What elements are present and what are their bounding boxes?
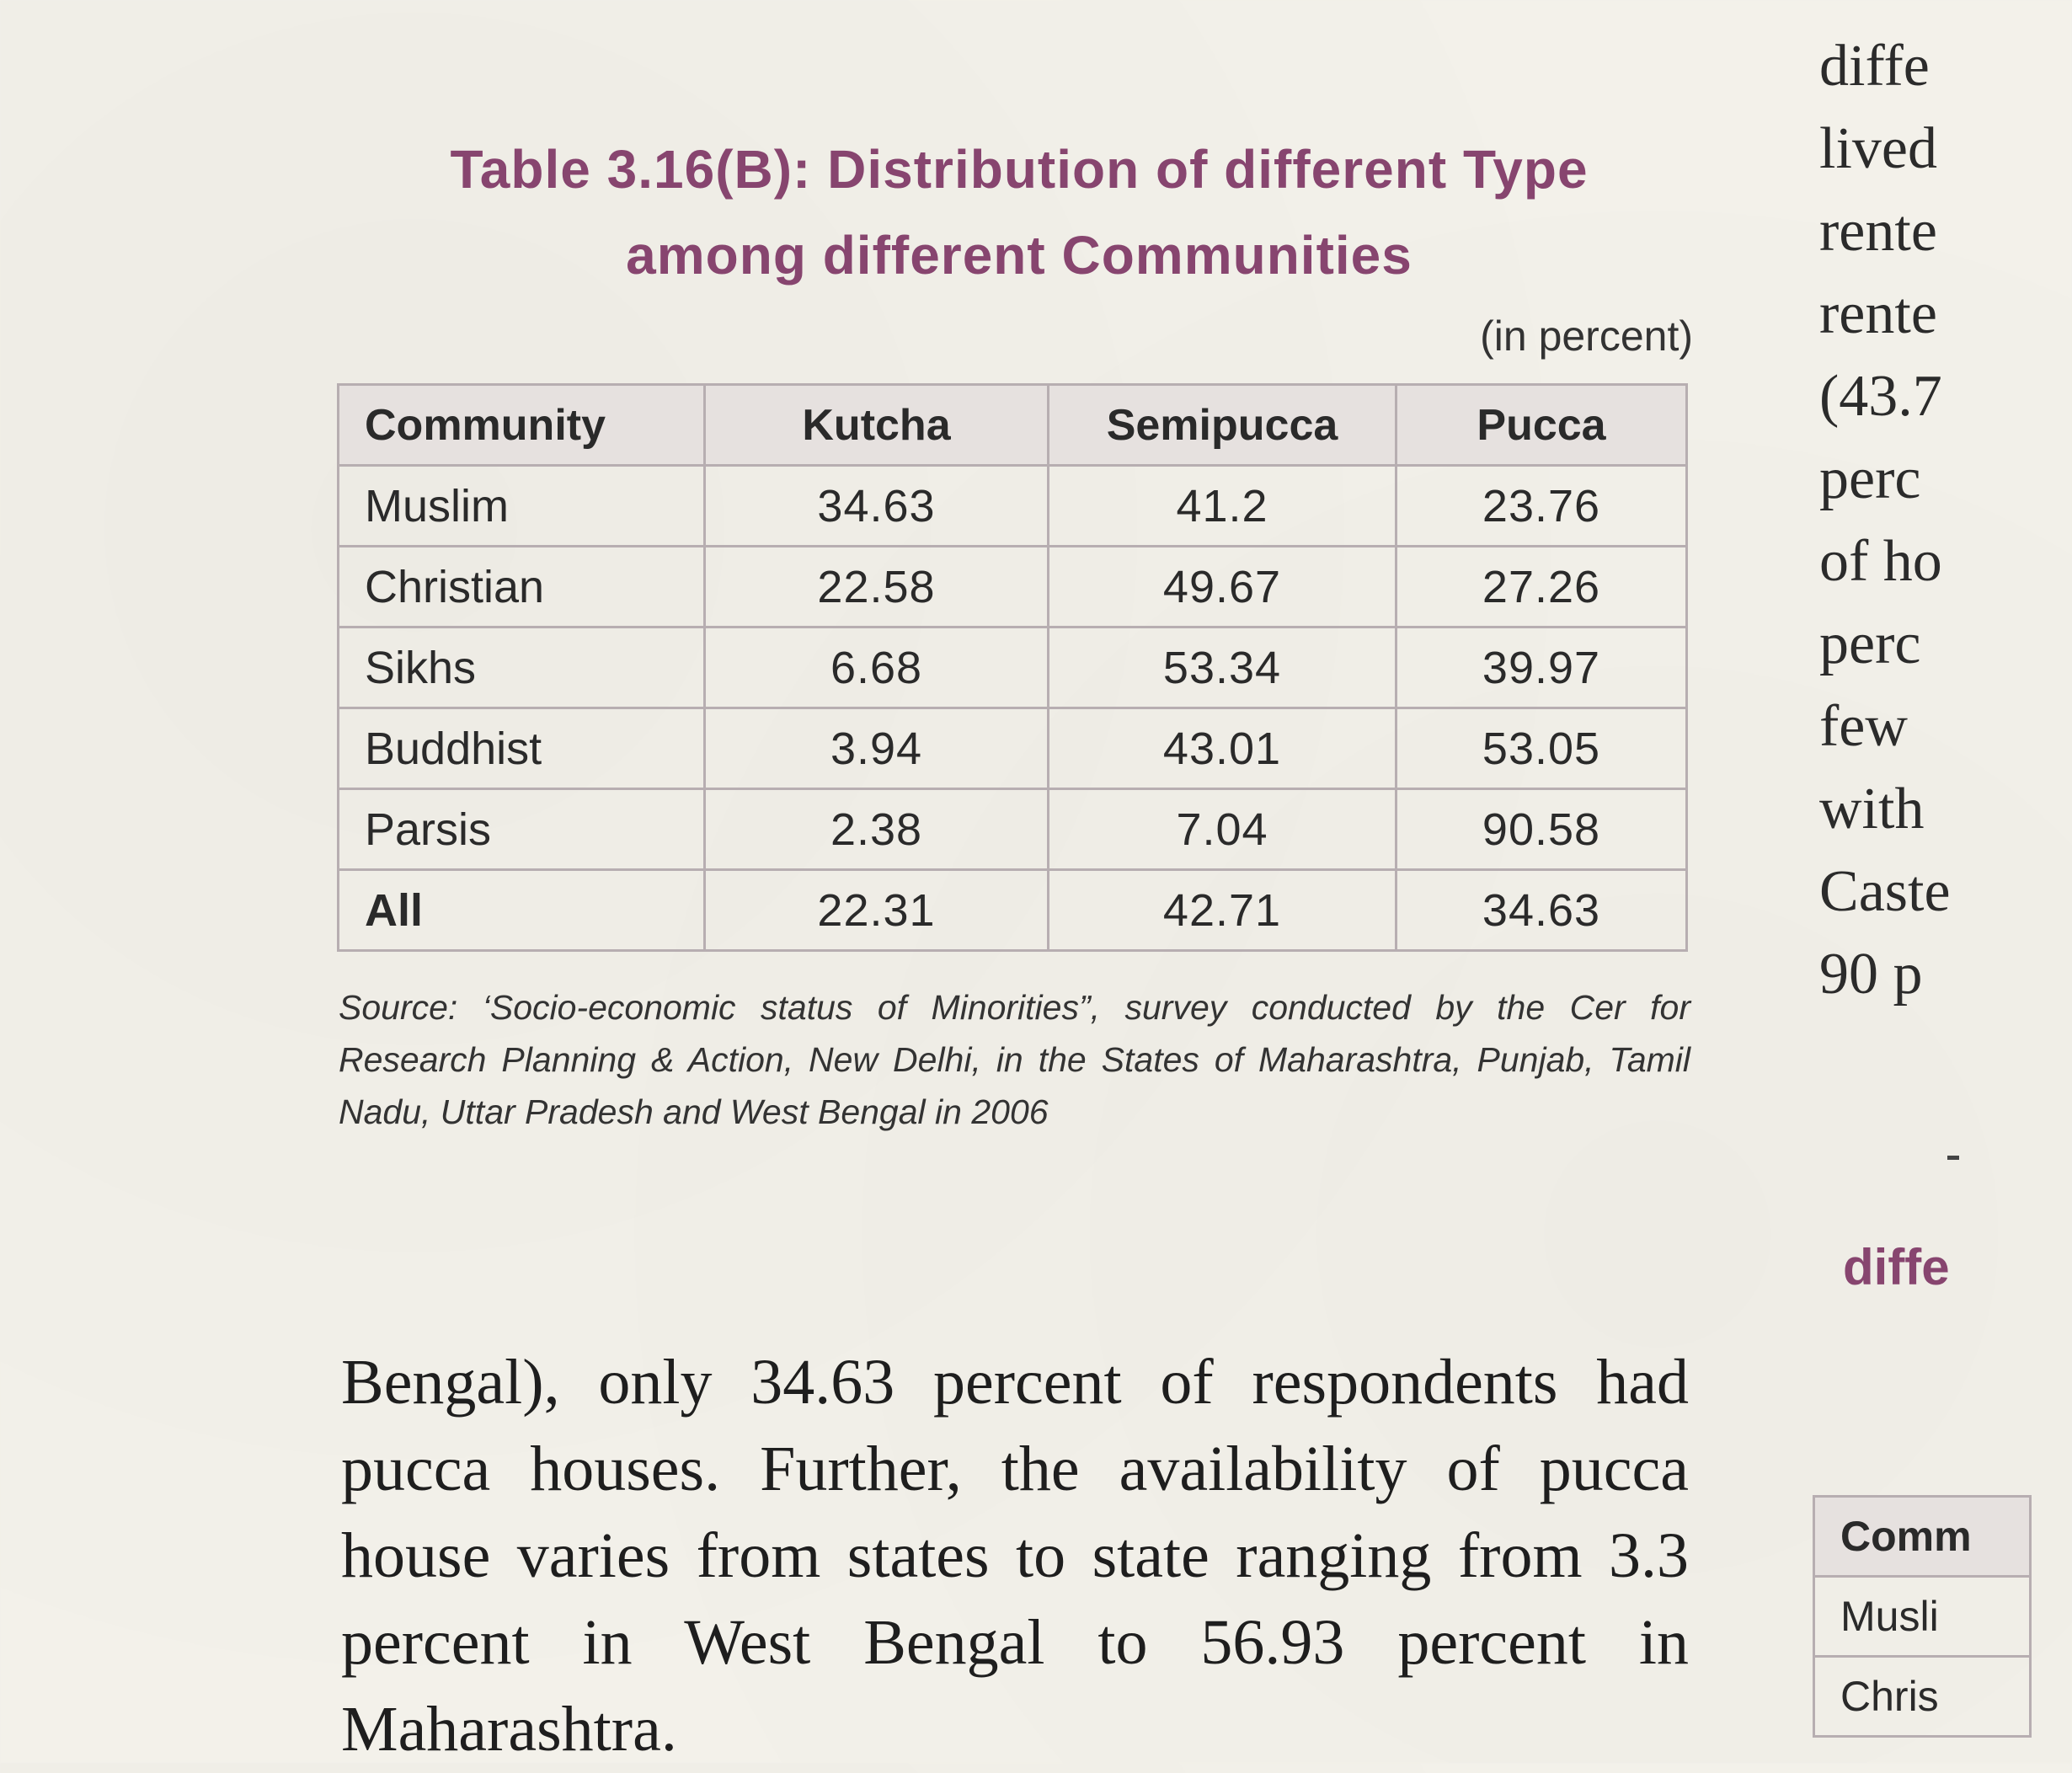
pucca-cell: 23.76 (1396, 466, 1687, 547)
community-cell: Parsis (339, 789, 705, 870)
adjacent-table-cell: Musli (1814, 1577, 2031, 1657)
semipucca-cell: 41.2 (1049, 466, 1396, 547)
adjacent-page-column (1802, 0, 1972, 1763)
header-semipucca: Semipucca (1049, 385, 1396, 466)
table-title (337, 126, 1701, 298)
table-title-line-2: among different Communities (626, 225, 1412, 286)
header-kutcha: Kutcha (705, 385, 1049, 466)
pucca-cell: 90.58 (1396, 789, 1687, 870)
adjacent-line: (43.7 (1819, 364, 1942, 429)
kutcha-cell: 2.38 (705, 789, 1049, 870)
adjacent-table-row (1814, 1577, 2031, 1657)
kutcha-cell: 22.58 (705, 547, 1049, 627)
adjacent-table-header: Comm (1814, 1497, 2031, 1577)
adjacent-line: perc (1819, 611, 1921, 676)
kutcha-cell: 3.94 (705, 708, 1049, 789)
adjacent-line: rente (1819, 281, 1937, 346)
table-source-note: Source: ‘Socio-economic status of Minorities”, survey conducted by the Cer for Research Planning & Action, New Delhi, in the States of Maharashtra, Punjab, Tamil Nadu, Uttar Pradesh and West Bengal in 2006 (339, 988, 1690, 1131)
adjacent-line: 90 p (1819, 942, 1923, 1007)
kutcha-cell: 22.31 (705, 870, 1049, 951)
semipucca-cell: 49.67 (1049, 547, 1396, 627)
kutcha-cell: 6.68 (705, 627, 1049, 708)
adjacent-line: lived (1819, 116, 1937, 181)
pucca-cell: 53.05 (1396, 708, 1687, 789)
table-row (339, 627, 1687, 708)
adjacent-table-cell: Chris (1814, 1657, 2031, 1737)
pucca-cell: 27.26 (1396, 547, 1687, 627)
semipucca-cell: 42.71 (1049, 870, 1396, 951)
community-cell: Sikhs (339, 627, 705, 708)
community-cell: Muslim (339, 466, 705, 547)
table-row (339, 547, 1687, 627)
table-title-line-1: Table 3.16(B): Distribution of different Type (450, 139, 1589, 200)
adjacent-line: diffe (1819, 34, 1930, 99)
housing-distribution-table (337, 383, 1688, 952)
pucca-cell: 34.63 (1396, 870, 1687, 951)
semipucca-cell: 7.04 (1049, 789, 1396, 870)
adjacent-heading: diffe (1843, 1239, 1950, 1295)
semipucca-cell: 53.34 (1049, 627, 1396, 708)
adjacent-line: perc (1819, 446, 1921, 511)
table-unit-note: (in percent) (1480, 312, 1693, 360)
adjacent-table (1813, 1495, 2032, 1738)
adjacent-line: few (1819, 694, 1908, 759)
adjacent-line: of ho (1819, 529, 1942, 594)
community-cell: All (339, 870, 705, 951)
adjacent-line: Caste (1819, 859, 1951, 924)
semipucca-cell: 43.01 (1049, 708, 1396, 789)
table-row (339, 708, 1687, 789)
header-pucca: Pucca (1396, 385, 1687, 466)
adjacent-line: rente (1819, 199, 1937, 264)
table-header-row (339, 385, 1687, 466)
kutcha-cell: 34.63 (705, 466, 1049, 547)
adjacent-line: with (1819, 777, 1925, 841)
header-community: Community (339, 385, 705, 466)
body-paragraph: Bengal), only 34.63 percent of respondents had pucca houses. Further, the availability of pucca house varies from states to state ranging from 3.3 percent in West Bengal to 56.93 percent in Maharashtra. (341, 1347, 1689, 1765)
adjacent-column-text (1819, 25, 2072, 1016)
community-cell: Buddhist (339, 708, 705, 789)
table-row (339, 466, 1687, 547)
adjacent-table-header-row (1814, 1497, 2031, 1577)
table-row (339, 789, 1687, 870)
community-cell: Christian (339, 547, 705, 627)
pucca-cell: 39.97 (1396, 627, 1687, 708)
adjacent-dash (1947, 1156, 1959, 1160)
adjacent-table-row (1814, 1657, 2031, 1737)
table-total-row (339, 870, 1687, 951)
